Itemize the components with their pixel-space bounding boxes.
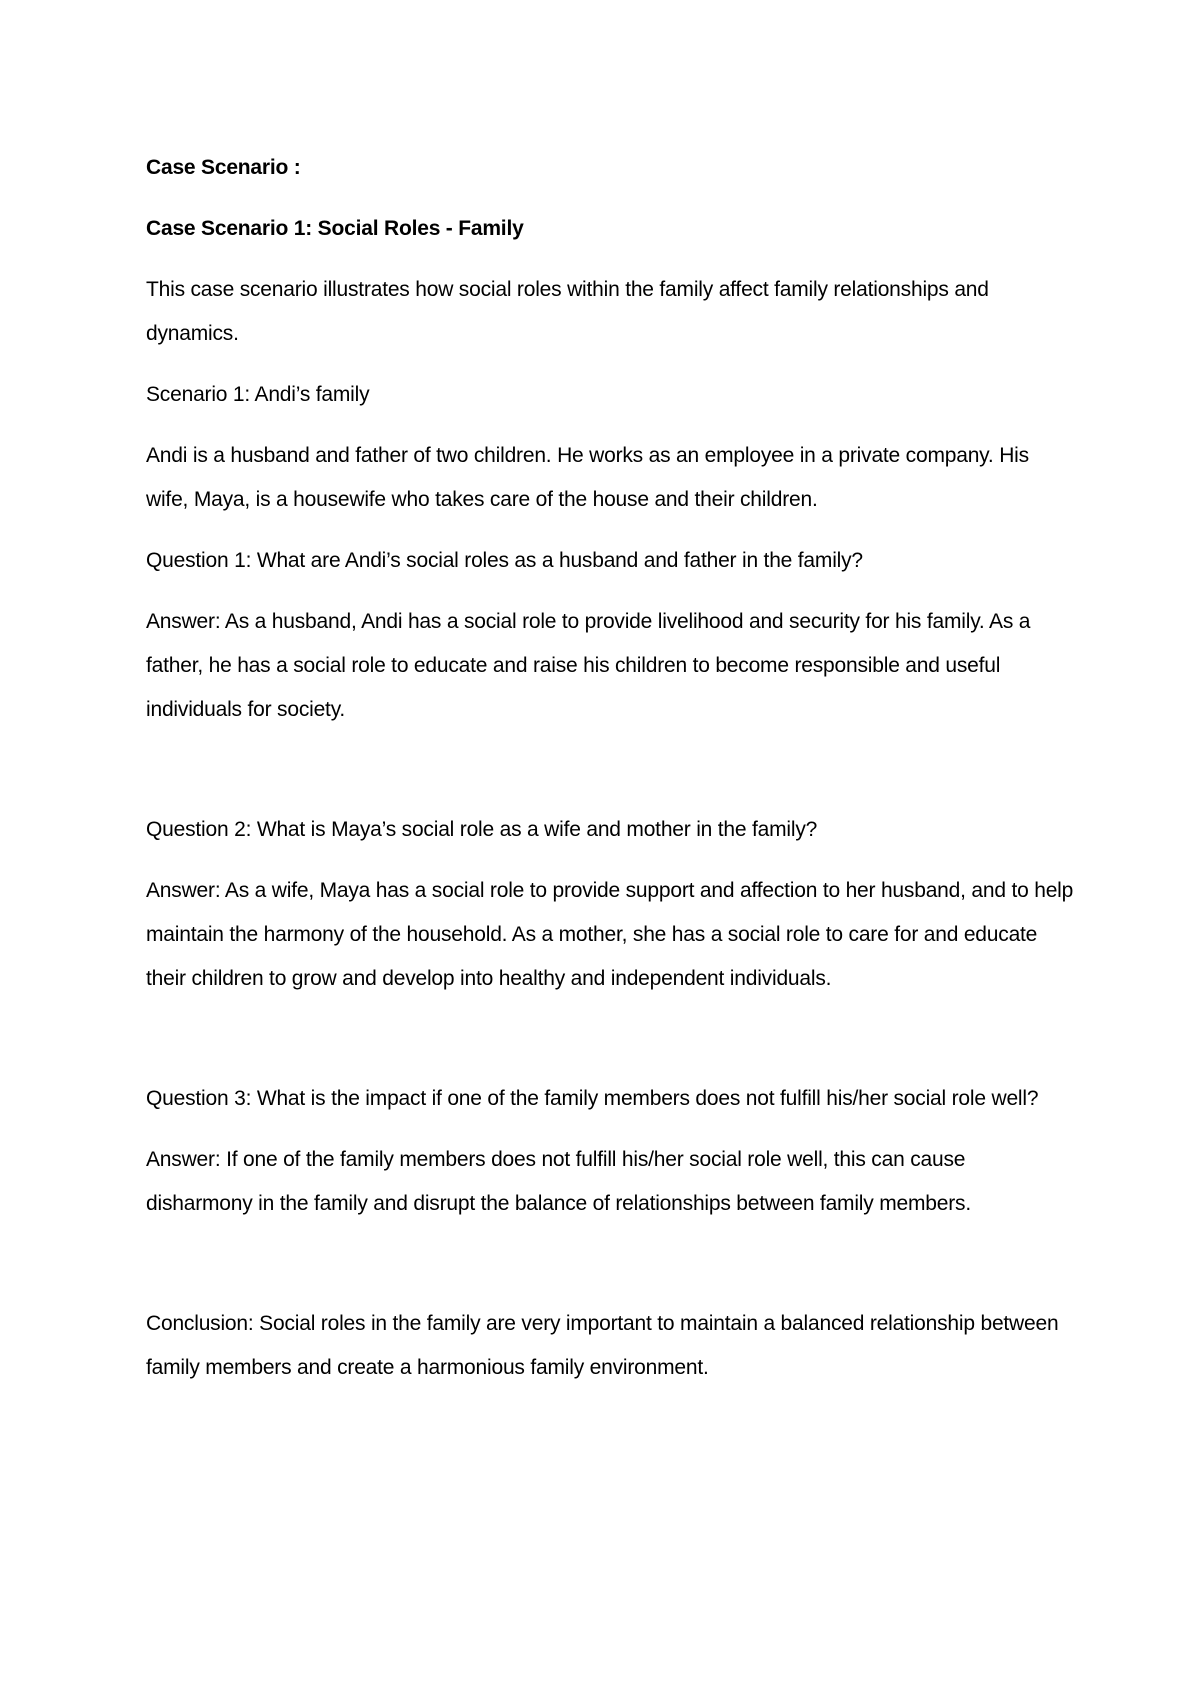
intro-paragraph: This case scenario illustrates how social roles within the family affect family relationships and dynamics. xyxy=(146,278,989,345)
document-body xyxy=(146,146,1076,1390)
scenario-title: Scenario 1: Andi’s family xyxy=(146,383,370,406)
answer-1: Answer: As a husband, Andi has a social role to provide livelihood and security for his family. As a father, he has a social role to educate and raise his children to become responsible and useful individuals for society. xyxy=(146,610,1031,721)
question-1: Question 1: What are Andi’s social roles as a husband and father in the family? xyxy=(146,549,863,572)
answer-3: Answer: If one of the family members does not fulfill his/her social role well, this can cause disharmony in the family and disrupt the balance of relationships between family members. xyxy=(146,1148,971,1215)
answer-2: Answer: As a wife, Maya has a social role to provide support and affection to her husband, and to help maintain the harmony of the household. As a mother, she has a social role to care for and educate their children to grow and develop into healthy and independent individuals. xyxy=(146,879,1074,990)
case-scenario-title: Case Scenario 1: Social Roles - Family xyxy=(146,217,524,240)
document-heading: Case Scenario : xyxy=(146,156,301,179)
conclusion: Conclusion: Social roles in the family are very important to maintain a balanced relationship between family members and create a harmonious family environment. xyxy=(146,1312,1059,1379)
question-2: Question 2: What is Maya’s social role as a wife and mother in the family? xyxy=(146,818,818,841)
scenario-text: Andi is a husband and father of two children. He works as an employee in a private company. His wife, Maya, is a housewife who takes care of the house and their children. xyxy=(146,444,1029,511)
question-3: Question 3: What is the impact if one of the family members does not fulfill his/her social role well? xyxy=(146,1087,1039,1110)
